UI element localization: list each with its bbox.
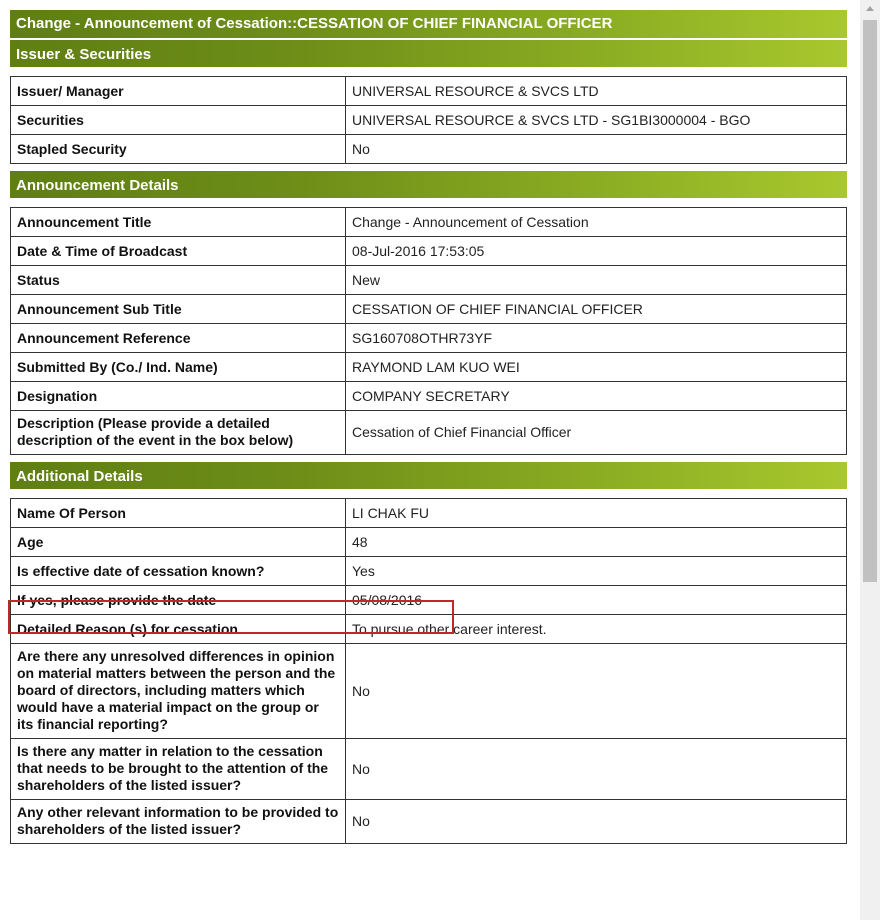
row-value: RAYMOND LAM KUO WEI: [346, 353, 847, 382]
page-title: Change - Announcement of Cessation::CESSATION OF CHIEF FINANCIAL OFFICER: [10, 10, 847, 40]
table-row: [11, 324, 847, 353]
row-label: Name Of Person: [11, 499, 346, 528]
row-value: CESSATION OF CHIEF FINANCIAL OFFICER: [346, 295, 847, 324]
row-label: Description (Please provide a detailed description of the event in the box below): [11, 411, 346, 455]
row-label: Is there any matter in relation to the cessation that needs to be brought to the attention of the shareholders of the listed issuer?: [11, 739, 346, 800]
row-label: Any other relevant information to be provided to shareholders of the listed issuer?: [11, 800, 346, 844]
table-row: [11, 208, 847, 237]
table-row: [11, 77, 847, 106]
table-row: [11, 615, 847, 644]
table-row: [11, 800, 847, 844]
section-header-additional: Additional Details: [10, 462, 847, 491]
row-value: No: [346, 135, 847, 164]
table-row: [11, 499, 847, 528]
table-row: [11, 295, 847, 324]
row-label: Date & Time of Broadcast: [11, 237, 346, 266]
row-value: 08-Jul-2016 17:53:05: [346, 237, 847, 266]
row-label: Announcement Title: [11, 208, 346, 237]
row-value: 48: [346, 528, 847, 557]
row-value: 05/08/2016: [346, 586, 847, 615]
table-row: [11, 237, 847, 266]
row-label: Submitted By (Co./ Ind. Name): [11, 353, 346, 382]
row-label: If yes, please provide the date: [11, 586, 346, 615]
row-value: New: [346, 266, 847, 295]
row-label: Announcement Sub Title: [11, 295, 346, 324]
table-row: [11, 266, 847, 295]
table-row: [11, 353, 847, 382]
table-row: [11, 528, 847, 557]
row-value: Yes: [346, 557, 847, 586]
row-label: Is effective date of cessation known?: [11, 557, 346, 586]
section-header-issuer: Issuer & Securities: [10, 40, 847, 69]
row-value: No: [346, 644, 847, 739]
row-label: Securities: [11, 106, 346, 135]
scroll-up-arrow-icon[interactable]: [866, 6, 874, 11]
vertical-scrollbar[interactable]: [860, 0, 880, 920]
row-value: Cessation of Chief Financial Officer: [346, 411, 847, 455]
row-value: COMPANY SECRETARY: [346, 382, 847, 411]
row-label: Status: [11, 266, 346, 295]
row-value: UNIVERSAL RESOURCE & SVCS LTD: [346, 77, 847, 106]
row-value: No: [346, 800, 847, 844]
row-label: Are there any unresolved differences in opinion on material matters between the person and the board of directors, including matters which would have a material impact on the group or its financial reporting?: [11, 644, 346, 739]
announcement-page: [10, 10, 847, 851]
table-row: [11, 411, 847, 455]
row-label: Designation: [11, 382, 346, 411]
table-row: [11, 644, 847, 739]
table-row: [11, 586, 847, 615]
table-row: [11, 739, 847, 800]
row-label: Stapled Security: [11, 135, 346, 164]
section-header-announcement: Announcement Details: [10, 171, 847, 200]
table-row: [11, 382, 847, 411]
row-value: Change - Announcement of Cessation: [346, 208, 847, 237]
table-row: [11, 557, 847, 586]
row-value: To pursue other career interest.: [346, 615, 847, 644]
scrollbar-thumb[interactable]: [863, 20, 877, 582]
table-row: [11, 106, 847, 135]
row-value: LI CHAK FU: [346, 499, 847, 528]
row-value: UNIVERSAL RESOURCE & SVCS LTD - SG1BI3000004 - BGO: [346, 106, 847, 135]
row-value: No: [346, 739, 847, 800]
additional-table: [10, 498, 847, 844]
row-label: Announcement Reference: [11, 324, 346, 353]
row-label: Issuer/ Manager: [11, 77, 346, 106]
row-value: SG160708OTHR73YF: [346, 324, 847, 353]
issuer-table: [10, 76, 847, 164]
row-label: Age: [11, 528, 346, 557]
announcement-table: [10, 207, 847, 455]
row-label: Detailed Reason (s) for cessation: [11, 615, 346, 644]
table-row: [11, 135, 847, 164]
